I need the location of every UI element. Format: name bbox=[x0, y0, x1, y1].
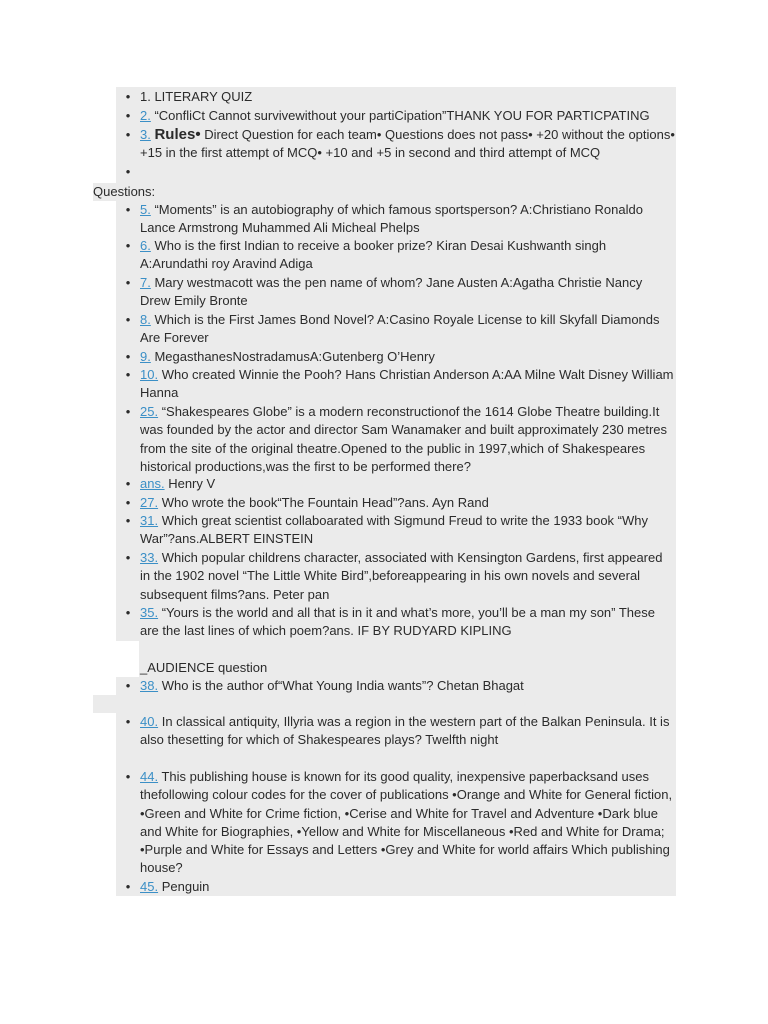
item-number-link[interactable]: 38. bbox=[140, 678, 159, 693]
bullet: • bbox=[125, 238, 131, 253]
bullet: • bbox=[125, 769, 131, 784]
item-number-link[interactable]: 9. bbox=[140, 349, 151, 364]
item-number-link[interactable]: 5. bbox=[140, 202, 151, 217]
item-text: Penguin bbox=[161, 879, 210, 894]
list-item-text bbox=[140, 311, 676, 348]
bullet: • bbox=[125, 513, 131, 528]
item-number-link[interactable]: 33. bbox=[140, 550, 159, 565]
item-text: Who created Winnie the Pooh? Hans Christian Anderson A:AA Milne Walt Disney William Hanna bbox=[140, 367, 674, 401]
item-text: Which is the First James Bond Novel? A:Casino Royale License to kill Skyfall Diamonds Are Forever bbox=[140, 312, 660, 346]
list-item-text bbox=[140, 201, 676, 238]
item-number-link[interactable]: 8. bbox=[140, 312, 151, 327]
list-item-text bbox=[140, 237, 676, 274]
item-text: Who is the first Indian to receive a booker prize? Kiran Desai Kushwanth singh A:Arundathi roy Aravind Adiga bbox=[140, 238, 607, 272]
bullet: • bbox=[125, 312, 131, 327]
item-number-link[interactable]: 44. bbox=[140, 769, 159, 784]
item-number-link[interactable]: 3. bbox=[140, 127, 151, 142]
item-number-link[interactable]: 35. bbox=[140, 605, 159, 620]
bullet: • bbox=[125, 550, 131, 565]
bullet: • bbox=[125, 879, 131, 894]
bullet: • bbox=[125, 495, 131, 510]
bullet: • bbox=[125, 605, 131, 620]
item-number-link[interactable]: 10. bbox=[140, 367, 159, 382]
item-number-link[interactable]: 2. bbox=[140, 108, 151, 123]
bullet: • bbox=[125, 127, 131, 142]
bullet: • bbox=[125, 164, 131, 179]
bullet: • bbox=[125, 275, 131, 290]
audience-question-label: _AUDIENCE question bbox=[140, 660, 268, 675]
bullet: • bbox=[125, 367, 131, 382]
item-number-link[interactable]: 45. bbox=[140, 879, 159, 894]
bullet: • bbox=[125, 108, 131, 123]
questions-label: Questions: bbox=[93, 184, 156, 199]
list-item-text bbox=[140, 107, 676, 125]
audience-label-text: AUDIENCE question bbox=[147, 660, 268, 675]
item-number-link[interactable]: 6. bbox=[140, 238, 151, 253]
item-text: MegasthanesNostradamusA:Gutenberg O’Henry bbox=[154, 349, 435, 364]
bullet: • bbox=[125, 476, 131, 491]
item-number-link[interactable]: 40. bbox=[140, 714, 159, 729]
bullet: • bbox=[125, 714, 131, 729]
bullet: • bbox=[125, 202, 131, 217]
item-number-link[interactable]: ans. bbox=[140, 476, 165, 491]
item-text: Which great scientist collaboarated with Sigmund Freud to write the 1933 book “Why War”?ans.ALBERT EINSTEIN bbox=[140, 513, 648, 547]
list-item-text bbox=[140, 494, 676, 512]
rules-heading: Rules• bbox=[154, 126, 201, 143]
list-item-text bbox=[140, 475, 676, 493]
list-item-text bbox=[140, 126, 676, 163]
item-text: “Moments” is an autobiography of which famous sportsperson? A:Christiano Ronaldo Lance Armstrong Muhammed Ali Micheal Phelps bbox=[140, 202, 643, 236]
list-item-text bbox=[140, 713, 676, 750]
list-item-text bbox=[140, 403, 676, 476]
item-text: Who is the author of“What Young India wants”? Chetan Bhagat bbox=[161, 678, 524, 693]
list-item-text bbox=[140, 512, 676, 549]
item-number-link[interactable]: 31. bbox=[140, 513, 159, 528]
bullet: • bbox=[125, 678, 131, 693]
list-item-text bbox=[140, 878, 676, 896]
item-text: Mary westmacott was the pen name of whom? Jane Austen A:Agatha Christie Nancy Drew Emily Bronte bbox=[140, 275, 643, 309]
list-item-text bbox=[140, 348, 676, 366]
bullet: • bbox=[125, 404, 131, 419]
item-number-link[interactable]: 7. bbox=[140, 275, 151, 290]
item-text: “Yours is the world and all that is in it and what’s more, you’ll be a man my son” These are the last lines of which poem?ans. IF BY RUDYARD KIPLING bbox=[140, 605, 655, 639]
list-item-text bbox=[140, 768, 676, 878]
item-text: Direct Question for each team• Questions does not pass• +20 without the options• +15 in the first attempt of MCQ• +10 and +5 in second and third attempt of MCQ bbox=[140, 127, 675, 161]
item-number-link[interactable]: 25. bbox=[140, 404, 159, 419]
item-text: “ConfliCt Cannot survivewithout your partiCipation”THANK YOU FOR PARTICPATING bbox=[154, 108, 650, 123]
item-text: “Shakespeares Globe” is a modern reconstructionof the 1614 Globe Theatre building.It was founded by the actor and director Sam Wanamaker and built approximately 230 metres from the site of the original theatre.Opened to the public in 1997,which of Shakespeares historical productions,was the first to be performed there? bbox=[140, 404, 668, 474]
bullet: • bbox=[125, 349, 131, 364]
item-text: Henry V bbox=[168, 476, 216, 491]
list-item-text bbox=[140, 274, 676, 311]
list-item-text bbox=[140, 549, 676, 604]
item-text: In classical antiquity, Illyria was a region in the western part of the Balkan Peninsula. It is also thesetting for which of Shakespeares plays? Twelfth night bbox=[140, 714, 670, 748]
item-text: This publishing house is known for its good quality, inexpensive paperbacksand uses thefollowing colour codes for the cover of publications •Orange and White for General fiction, •Green and White for Crime fiction, •Cerise and White for Travel and Adventure •Dark blue and White for Biographies, •Yellow and White for Miscellaneous •Red and White for Drama; •Purple and White for Essays and Letters •Grey and White for world affairs Which publishing house? bbox=[140, 769, 673, 876]
list-item-text bbox=[140, 604, 676, 641]
quiz-title: 1. LITERARY QUIZ bbox=[140, 89, 253, 104]
bullet: • bbox=[125, 89, 131, 104]
shade-block-questions-label bbox=[93, 183, 676, 201]
item-number-link[interactable]: 27. bbox=[140, 495, 159, 510]
item-text: Which popular childrens character, associated with Kensington Gardens, first appeared in the 1902 novel “The Little White Bird”,beforeappearing in his own novels and several subsequent films?ans. Peter pan bbox=[140, 550, 663, 602]
shade-block-audience-gap2 bbox=[93, 695, 676, 713]
list-item-text bbox=[140, 677, 676, 695]
item-text: Who wrote the book“The Fountain Head”?ans. Ayn Rand bbox=[161, 495, 489, 510]
list-item-text bbox=[140, 366, 676, 403]
